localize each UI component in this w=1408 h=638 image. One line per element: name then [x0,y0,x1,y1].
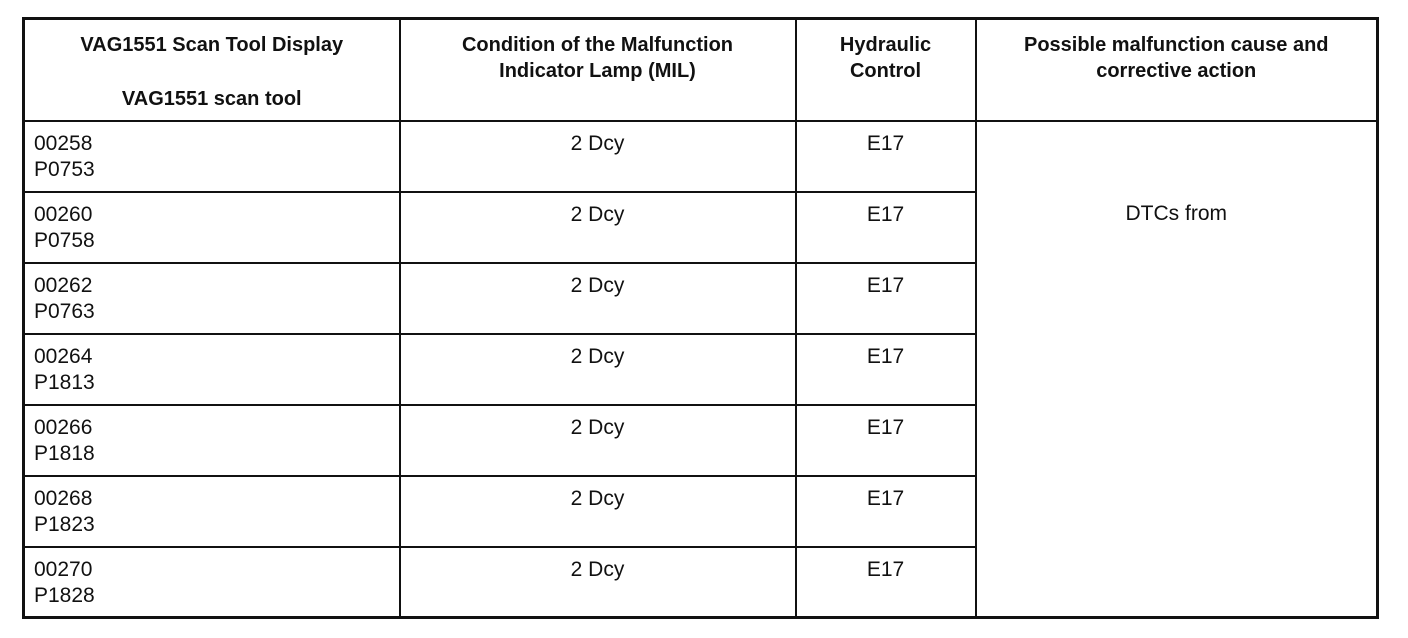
obd-code: P1828 [34,583,95,607]
obd-code: P0763 [34,299,95,323]
dtc-code-cell [24,334,400,405]
vag-code: 00262 [34,273,93,297]
vag-code: 00268 [34,486,93,510]
mil-condition-cell: 2 Dcy [400,121,796,192]
obd-code: P0758 [34,228,95,252]
dtc-code-cell [24,405,400,476]
hydraulic-control-cell: E17 [796,263,976,334]
dtc-code-cell [24,476,400,547]
table-header-row [24,19,1378,121]
table-row [24,121,1378,192]
vag-code: 00264 [34,344,93,368]
hydraulic-control-cell: E17 [796,547,976,618]
hydraulic-control-cell: E17 [796,476,976,547]
obd-code: P0753 [34,157,95,181]
dtc-code-cell [24,192,400,263]
mil-condition-cell: 2 Dcy [400,263,796,334]
header-malfunction-cause: Possible malfunction cause and corrective action [976,19,1378,121]
dtc-table [22,17,1379,619]
dtc-code-cell [24,263,400,334]
mil-condition-cell: 2 Dcy [400,547,796,618]
header-hydraulic-control: Hydraulic Control [796,19,976,121]
hydraulic-control-cell: E17 [796,405,976,476]
mil-condition-cell: 2 Dcy [400,476,796,547]
obd-code: P1818 [34,441,95,465]
malfunction-cause-cell: DTCs from [976,121,1378,618]
header-scan-tool-display: VAG1551 Scan Tool Display VAG1551 scan tool [24,19,400,121]
hydraulic-control-cell: E17 [796,334,976,405]
vag-code: 00260 [34,202,93,226]
header-mil-condition: Condition of the Malfunction Indicator Lamp (MIL) [400,19,796,121]
mil-condition-cell: 2 Dcy [400,405,796,476]
dtc-code-cell [24,547,400,618]
hydraulic-control-cell: E17 [796,121,976,192]
obd-code: P1823 [34,512,95,536]
vag-code: 00258 [34,131,93,155]
vag-code: 00266 [34,415,93,439]
hydraulic-control-cell: E17 [796,192,976,263]
dtc-code-cell [24,121,400,192]
obd-code: P1813 [34,370,95,394]
mil-condition-cell: 2 Dcy [400,192,796,263]
mil-condition-cell: 2 Dcy [400,334,796,405]
vag-code: 00270 [34,557,93,581]
